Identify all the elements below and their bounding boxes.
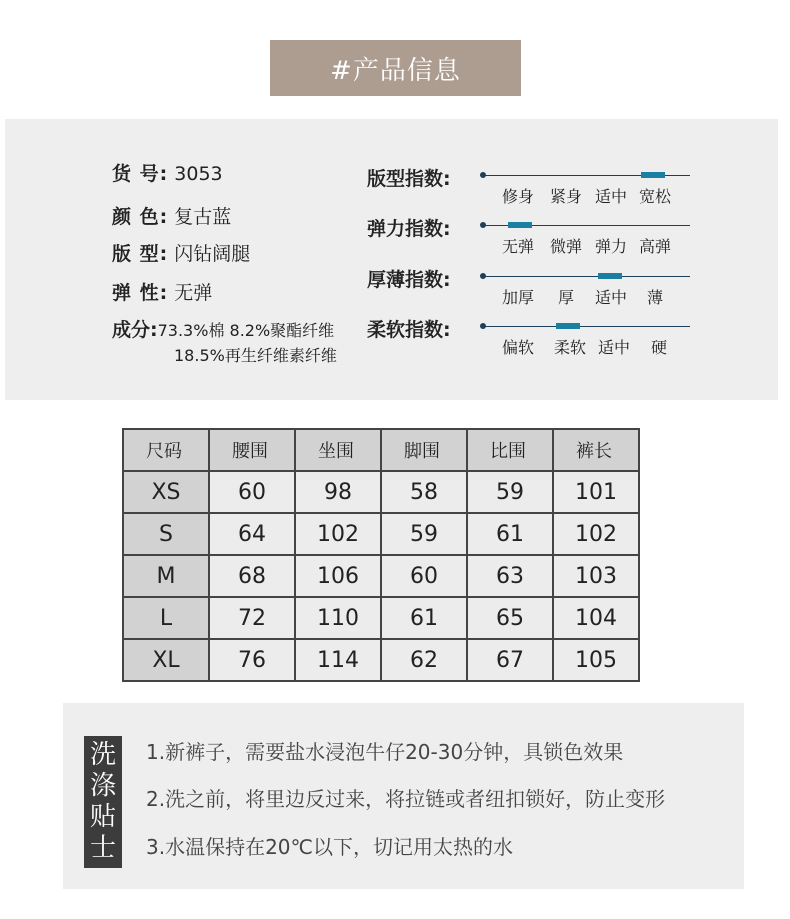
table-cell: 68 (209, 555, 295, 597)
attr-composition: 成分:73.3%棉 8.2%聚酯纤维 18.5%再生纤维素纤维 (112, 319, 337, 365)
size-cell: XL (123, 639, 209, 681)
index-fit: 版型指数: 修身 紧身 适中 宽松 (367, 164, 697, 204)
table-cell: 102 (553, 513, 639, 555)
table-cell: 72 (209, 597, 295, 639)
attr-color: 颜 色: 复古蓝 (112, 206, 232, 228)
title-banner (270, 40, 521, 96)
scale-marker (598, 273, 622, 279)
table-cell: 60 (381, 555, 467, 597)
table-cell: 76 (209, 639, 295, 681)
table-cell: 61 (381, 597, 467, 639)
size-cell: XS (123, 471, 209, 513)
size-cell: S (123, 513, 209, 555)
scale-option: 宽松 (639, 187, 672, 206)
table-row (123, 513, 639, 555)
table-cell: 59 (467, 471, 553, 513)
table-row (123, 471, 639, 513)
scale-option: 薄 (647, 288, 664, 307)
attr-item-number: 货 号: 3053 (112, 163, 223, 185)
table-header: 腰围 (209, 429, 295, 471)
table-cell: 64 (209, 513, 295, 555)
table-cell: 98 (295, 471, 381, 513)
table-header: 裤长 (553, 429, 639, 471)
table-row (123, 639, 639, 681)
scale-option: 弹力 (595, 237, 628, 256)
scale-line (483, 276, 690, 277)
scale-option: 加厚 (502, 288, 535, 307)
care-tip-line: 2.洗之前，将里边反过来，将拉链或者纽扣锁好，防止变形 (146, 787, 666, 811)
table-cell: 110 (295, 597, 381, 639)
table-cell: 67 (467, 639, 553, 681)
scale-marker (556, 323, 580, 329)
table-cell: 103 (553, 555, 639, 597)
scale-option: 硬 (651, 338, 668, 357)
scale-option: 厚 (558, 288, 575, 307)
scale-option: 柔软 (554, 338, 587, 357)
table-cell: 58 (381, 471, 467, 513)
table-cell: 60 (209, 471, 295, 513)
table-cell: 114 (295, 639, 381, 681)
table-cell: 105 (553, 639, 639, 681)
table-header-row (123, 429, 639, 471)
table-cell: 65 (467, 597, 553, 639)
table-row (123, 597, 639, 639)
product-info-panel (5, 119, 778, 400)
table-cell: 62 (381, 639, 467, 681)
size-table (122, 428, 640, 682)
table-cell: 106 (295, 555, 381, 597)
scale-option: 高弹 (639, 237, 672, 256)
table-header: 比围 (467, 429, 553, 471)
care-tips-tag: 洗 涤 贴 士 (84, 736, 122, 868)
scale-line (483, 326, 690, 327)
scale-option: 适中 (595, 187, 628, 206)
table-header: 尺码 (123, 429, 209, 471)
table-cell: 101 (553, 471, 639, 513)
table-cell: 104 (553, 597, 639, 639)
scale-option: 偏软 (502, 338, 535, 357)
care-tips-panel (63, 703, 744, 889)
table-cell: 102 (295, 513, 381, 555)
table-cell: 61 (467, 513, 553, 555)
size-cell: L (123, 597, 209, 639)
scale-option: 适中 (598, 338, 631, 357)
scale-marker (641, 172, 665, 178)
index-softness: 柔软指数: 偏软 柔软 适中 硬 (367, 315, 697, 355)
table-row (123, 555, 639, 597)
care-tip-line: 3.水温保持在20℃以下，切记用太热的水 (146, 835, 513, 859)
care-tip-line: 1.新裤子，需要盐水浸泡牛仔20-30分钟，具锁色效果 (146, 740, 624, 764)
table-cell: 63 (467, 555, 553, 597)
scale-option: 适中 (595, 288, 628, 307)
table-header: 脚围 (381, 429, 467, 471)
scale-option: 修身 (502, 187, 535, 206)
attr-elasticity: 弹 性: 无弹 (112, 282, 213, 304)
scale-option: 微弹 (550, 237, 583, 256)
scale-option: 紧身 (550, 187, 583, 206)
page-title: #产品信息 (330, 55, 461, 86)
scale-marker (508, 222, 532, 228)
table-header: 坐围 (295, 429, 381, 471)
size-cell: M (123, 555, 209, 597)
attr-fit: 版 型: 闪钻阔腿 (112, 243, 251, 265)
index-elasticity: 弹力指数: 无弹 微弹 弹力 高弹 (367, 214, 697, 254)
scale-option: 无弹 (502, 237, 535, 256)
index-thickness: 厚薄指数: 加厚 厚 适中 薄 (367, 265, 697, 305)
table-cell: 59 (381, 513, 467, 555)
